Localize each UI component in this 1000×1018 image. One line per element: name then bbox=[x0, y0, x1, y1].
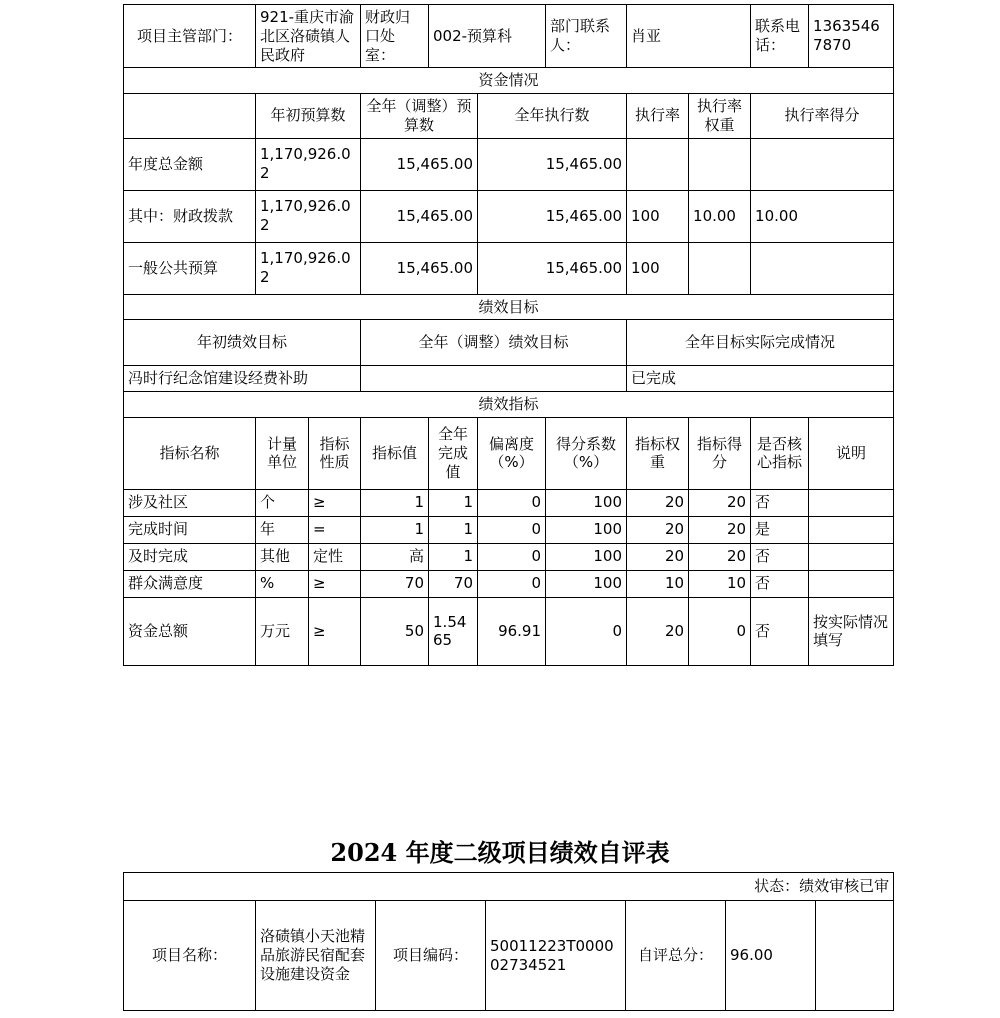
funds-row-weight bbox=[689, 138, 751, 190]
indicator-deviation: 0 bbox=[478, 570, 546, 597]
table-row bbox=[124, 543, 894, 570]
funds-col-score: 执行率得分 bbox=[751, 94, 894, 139]
indicator-col-actual: 全年完成值 bbox=[429, 417, 478, 489]
table-row bbox=[124, 597, 894, 665]
contact-label: 部门联系人： bbox=[546, 5, 627, 68]
table-row bbox=[124, 417, 894, 489]
indicator-col-deviation: 偏离度（%） bbox=[478, 417, 546, 489]
funds-row-rate bbox=[627, 138, 689, 190]
table-row bbox=[124, 5, 894, 68]
indicator-deviation: 0 bbox=[478, 489, 546, 516]
funds-row-executed: 15,465.00 bbox=[478, 138, 627, 190]
indicator-col-core: 是否核心指标 bbox=[751, 417, 809, 489]
indicator-note bbox=[809, 570, 894, 597]
indicator-coefficient: 100 bbox=[546, 570, 627, 597]
project-code-value: 50011223T000002734521 bbox=[486, 901, 626, 1011]
phone-value: 13635467870 bbox=[809, 5, 894, 68]
funds-row-score: 10.00 bbox=[751, 190, 894, 242]
indicator-weight: 20 bbox=[627, 516, 689, 543]
table-row bbox=[124, 570, 894, 597]
indicator-target: 50 bbox=[361, 597, 429, 665]
finance-office-label: 财政归口处室： bbox=[361, 5, 429, 68]
indicator-core: 否 bbox=[751, 489, 809, 516]
funds-section-title: 资金情况 bbox=[124, 68, 894, 94]
goal-col-begin: 年初绩效目标 bbox=[124, 320, 361, 366]
indicator-name: 群众满意度 bbox=[124, 570, 256, 597]
indicator-unit: 其他 bbox=[256, 543, 309, 570]
funds-row-rate: 100 bbox=[627, 242, 689, 294]
table-row bbox=[124, 68, 894, 94]
indicator-unit: % bbox=[256, 570, 309, 597]
indicator-unit: 年 bbox=[256, 516, 309, 543]
funds-row-adjusted: 15,465.00 bbox=[361, 190, 478, 242]
table-row bbox=[124, 489, 894, 516]
table-row bbox=[124, 516, 894, 543]
funds-row-begin: 1,170,926.02 bbox=[256, 138, 361, 190]
funds-col-begin: 年初预算数 bbox=[256, 94, 361, 139]
self-score-label: 自评总分： bbox=[626, 901, 726, 1011]
indicator-actual: 1.5465 bbox=[429, 597, 478, 665]
indicator-deviation: 0 bbox=[478, 516, 546, 543]
goal-col-adjusted: 全年（调整）绩效目标 bbox=[361, 320, 627, 366]
funds-row-adjusted: 15,465.00 bbox=[361, 138, 478, 190]
funds-row-score bbox=[751, 138, 894, 190]
indicator-deviation: 0 bbox=[478, 543, 546, 570]
project-code-label: 项目编码： bbox=[376, 901, 486, 1011]
indicator-weight: 10 bbox=[627, 570, 689, 597]
table-row bbox=[124, 901, 894, 1011]
indicator-nature: ≥ bbox=[309, 570, 361, 597]
indicator-target: 1 bbox=[361, 489, 429, 516]
funds-col-adjusted: 全年（调整）预算数 bbox=[361, 94, 478, 139]
table-row bbox=[124, 873, 894, 901]
indicator-note bbox=[809, 516, 894, 543]
funds-row-name: 其中：财政拨款 bbox=[124, 190, 256, 242]
funds-row-executed: 15,465.00 bbox=[478, 190, 627, 242]
indicator-note: 按实际情况填写 bbox=[809, 597, 894, 665]
indicator-name: 及时完成 bbox=[124, 543, 256, 570]
table-row bbox=[124, 366, 894, 392]
table-row bbox=[124, 294, 894, 320]
goal-col-actual: 全年目标实际完成情况 bbox=[627, 320, 894, 366]
finance-office-value: 002-预算科 bbox=[429, 5, 546, 68]
indicator-weight: 20 bbox=[627, 597, 689, 665]
project-name-value: 洛碛镇小天池精品旅游民宿配套设施建设资金 bbox=[256, 901, 376, 1011]
indicator-score: 10 bbox=[689, 570, 751, 597]
indicator-deviation: 96.91 bbox=[478, 597, 546, 665]
indicator-name: 资金总额 bbox=[124, 597, 256, 665]
indicator-nature: 定性 bbox=[309, 543, 361, 570]
indicator-core: 否 bbox=[751, 570, 809, 597]
funds-row-begin: 1,170,926.02 bbox=[256, 190, 361, 242]
indicator-nature: ≥ bbox=[309, 489, 361, 516]
indicator-nature: ≥ bbox=[309, 597, 361, 665]
indicator-score: 20 bbox=[689, 543, 751, 570]
indicator-unit: 个 bbox=[256, 489, 309, 516]
funds-row-adjusted: 15,465.00 bbox=[361, 242, 478, 294]
goal-value-actual: 已完成 bbox=[627, 366, 894, 392]
status-badge: 状态：绩效审核已审 bbox=[124, 873, 894, 901]
funds-col-rate: 执行率 bbox=[627, 94, 689, 139]
indicator-actual: 1 bbox=[429, 489, 478, 516]
funds-row-weight bbox=[689, 242, 751, 294]
dept-value: 921-重庆市渝北区洛碛镇人民政府 bbox=[256, 5, 361, 68]
indicator-actual: 1 bbox=[429, 516, 478, 543]
funds-col-weight: 执行率权重 bbox=[689, 94, 751, 139]
goal-section-title: 绩效目标 bbox=[124, 294, 894, 320]
indicator-nature: = bbox=[309, 516, 361, 543]
table-row bbox=[124, 190, 894, 242]
table-row bbox=[124, 242, 894, 294]
dept-label: 项目主管部门： bbox=[124, 5, 256, 68]
indicator-coefficient: 100 bbox=[546, 489, 627, 516]
indicator-actual: 70 bbox=[429, 570, 478, 597]
funds-row-name: 一般公共预算 bbox=[124, 242, 256, 294]
indicator-core: 否 bbox=[751, 597, 809, 665]
table-row bbox=[124, 392, 894, 418]
indicator-coefficient: 100 bbox=[546, 516, 627, 543]
indicator-target: 70 bbox=[361, 570, 429, 597]
project-name-label: 项目名称： bbox=[124, 901, 256, 1011]
indicator-core: 是 bbox=[751, 516, 809, 543]
indicator-name: 完成时间 bbox=[124, 516, 256, 543]
indicator-core: 否 bbox=[751, 543, 809, 570]
indicator-actual: 1 bbox=[429, 543, 478, 570]
table-row bbox=[124, 320, 894, 366]
indicator-weight: 20 bbox=[627, 543, 689, 570]
indicator-coefficient: 100 bbox=[546, 543, 627, 570]
table-row bbox=[124, 94, 894, 139]
indicator-target: 高 bbox=[361, 543, 429, 570]
funds-col-executed: 全年执行数 bbox=[478, 94, 627, 139]
performance-self-evaluation-table bbox=[123, 4, 894, 666]
indicator-unit: 万元 bbox=[256, 597, 309, 665]
indicator-col-unit: 计量单位 bbox=[256, 417, 309, 489]
funds-row-name: 年度总金额 bbox=[124, 138, 256, 190]
second-level-project-table bbox=[123, 872, 894, 1011]
indicator-name: 涉及社区 bbox=[124, 489, 256, 516]
contact-value: 肖亚 bbox=[627, 5, 751, 68]
empty-cell bbox=[816, 901, 894, 1011]
page-title: 2024 年度二级项目绩效自评表 bbox=[330, 838, 670, 867]
indicator-note bbox=[809, 489, 894, 516]
funds-col-blank bbox=[124, 94, 256, 139]
goal-value-adjusted bbox=[361, 366, 627, 392]
indicator-col-target: 指标值 bbox=[361, 417, 429, 489]
indicator-col-name: 指标名称 bbox=[124, 417, 256, 489]
goal-value-begin: 冯时行纪念馆建设经费补助 bbox=[124, 366, 361, 392]
funds-row-weight: 10.00 bbox=[689, 190, 751, 242]
indicator-coefficient: 0 bbox=[546, 597, 627, 665]
phone-label: 联系电话： bbox=[751, 5, 809, 68]
indicator-col-weight: 指标权重 bbox=[627, 417, 689, 489]
indicator-col-score: 指标得分 bbox=[689, 417, 751, 489]
table-row bbox=[124, 138, 894, 190]
funds-row-begin: 1,170,926.02 bbox=[256, 242, 361, 294]
indicator-section-title: 绩效指标 bbox=[124, 392, 894, 418]
funds-row-rate: 100 bbox=[627, 190, 689, 242]
indicator-score: 0 bbox=[689, 597, 751, 665]
indicator-score: 20 bbox=[689, 489, 751, 516]
indicator-target: 1 bbox=[361, 516, 429, 543]
indicator-col-note: 说明 bbox=[809, 417, 894, 489]
funds-row-executed: 15,465.00 bbox=[478, 242, 627, 294]
indicator-score: 20 bbox=[689, 516, 751, 543]
indicator-note bbox=[809, 543, 894, 570]
indicator-col-nature: 指标性质 bbox=[309, 417, 361, 489]
indicator-col-coefficient: 得分系数（%） bbox=[546, 417, 627, 489]
funds-row-score bbox=[751, 242, 894, 294]
indicator-weight: 20 bbox=[627, 489, 689, 516]
self-score-value: 96.00 bbox=[726, 901, 816, 1011]
